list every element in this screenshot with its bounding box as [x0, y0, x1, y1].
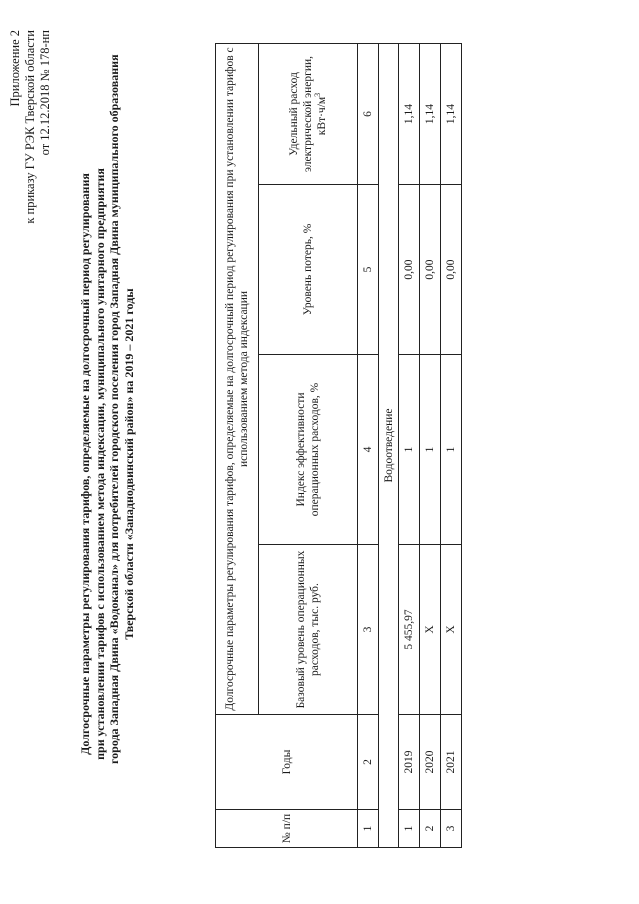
row-base-level: Х [441, 545, 462, 715]
header-energy-text: Удельный расход электрической энергии, кВт·ч/м [288, 56, 328, 172]
header-years: Годы [216, 715, 358, 810]
column-number-3: 3 [358, 545, 379, 715]
row-efficiency-index: 1 [399, 355, 420, 545]
header-number: № п/п [216, 810, 358, 848]
row-number: 2 [420, 810, 441, 848]
row-energy: 1,14 [399, 43, 420, 184]
table-row [399, 43, 420, 847]
column-number-1: 1 [358, 810, 379, 848]
section-title: Водоотведение [379, 43, 399, 847]
header-energy-superscript: 3 [313, 92, 323, 97]
row-year: 2020 [420, 715, 441, 810]
title-line-1: Долгосрочные параметры регулирования тарифов, определяемые на долгосрочный период регулирования [78, 173, 92, 755]
table-row [441, 43, 462, 847]
row-year: 2019 [399, 715, 420, 810]
title-line-4: Тверской области «Западнодвинский район» на 2019 – 2021 годы [121, 288, 136, 640]
header-efficiency-index: Индекс эффективности операционных расходов, % [259, 355, 358, 545]
title-line-2: при установлении тарифов с использованием метода индексации, муниципального унитарного предприятия [92, 168, 107, 760]
row-efficiency-index: 1 [420, 355, 441, 545]
header-loss-level: Уровень потерь, % [259, 185, 358, 355]
appendix-line-2: к приказу ГУ РЭК Тверской области [23, 30, 37, 224]
header-energy-consumption [259, 43, 358, 184]
appendix-line-3: от 12.12.2018 № 178-нп [38, 30, 52, 156]
row-loss-level: 0,00 [399, 185, 420, 355]
row-loss-level: 0,00 [420, 185, 441, 355]
row-base-level: Х [420, 545, 441, 715]
table-row [420, 43, 441, 847]
appendix-line-1: Приложение 2 [8, 30, 22, 107]
row-base-level: 5 455,97 [399, 545, 420, 715]
parameters-table [215, 43, 462, 848]
column-number-5: 5 [358, 185, 379, 355]
title-line-3: города Западная Двина «Водоканал» для потребителей городского поселения город Западная Двина муниципального образования [107, 54, 121, 764]
row-number: 1 [399, 810, 420, 848]
row-energy: 1,14 [420, 43, 441, 184]
row-number: 3 [441, 810, 462, 848]
row-efficiency-index: 1 [441, 355, 462, 545]
row-year: 2021 [441, 715, 462, 810]
header-group: Долгосрочные параметры регулирования тарифов, определяемые на долгосрочный период регулирования при установлении тарифов с использованием метода индексации [216, 43, 259, 714]
header-base-level: Базовый уровень операционных расходов, тыс. руб. [259, 545, 358, 715]
document-title [78, 54, 136, 764]
appendix-header [8, 30, 53, 224]
column-number-2: 2 [358, 715, 379, 810]
row-energy: 1,14 [441, 43, 462, 184]
column-number-6: 6 [358, 43, 379, 184]
row-loss-level: 0,00 [441, 185, 462, 355]
column-number-4: 4 [358, 355, 379, 545]
